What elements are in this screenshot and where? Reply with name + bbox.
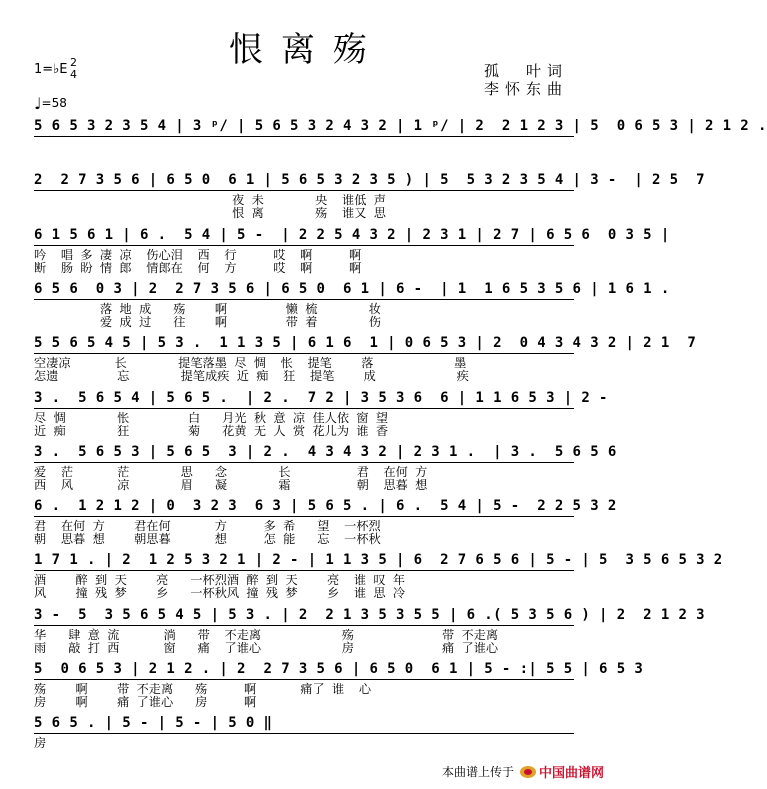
beam-underline <box>34 570 574 571</box>
beam-underline <box>34 679 574 680</box>
notation-row: 5 6 5 3 2 3 5 4 | 3 ᵖ/ | 5 6 5 3 2 4 3 2 | 1 ᵖ/ | 2 2 1 2 3 | 5 0 6 5 3 | 2 1 2 . <box>34 118 767 134</box>
composer-credit: 李怀东曲 <box>483 80 568 98</box>
lyric-line: 风 撞 残 梦 乡 一杯秋风 撞 残 梦 乡 谁 思 冷 <box>34 586 406 601</box>
tempo-value: =58 <box>41 96 67 110</box>
lyric-line: 酒 醉 到 天 亮 一杯烈酒 醉 到 天 亮 谁 叹 年 <box>34 573 406 588</box>
notation-row: 5 0 6 5 3 | 2 1 2 . | 2 2 7 3 5 6 | 6 5 0 6 1 | 5 - :| 5 5 | 6 5 3 <box>34 661 644 677</box>
beam-underline <box>34 733 574 734</box>
beam-underline <box>34 625 574 626</box>
lyric-line: 落 地 成 殇 啊 懒 梳 妆 <box>34 301 381 316</box>
notation-row: 3 . 5 6 5 3 | 5 6 5 3 | 2 . 4 3 4 3 2 | 2 3 1 . | 3 . 5 6 5 6 <box>34 443 617 460</box>
lyric-line: 断 肠 盼 情 郎 情郎在 何 方 哎 啊 啊 <box>34 260 362 275</box>
lyric-line <box>34 152 574 166</box>
footer-text: 本曲谱上传于 <box>441 765 514 779</box>
lyric-line: 房 啊 痛 了谁心 房 啊 <box>34 695 257 709</box>
time-signature-top: 2 <box>70 56 77 69</box>
site-logo <box>520 762 604 781</box>
lyric-line: 君 在何 方 君在何 方 多 希 望 一杯烈 <box>34 519 381 534</box>
lyric-line: 近 痴 狂 菊 花黄 无 人 赏 花儿为 谁 香 <box>34 423 389 438</box>
lyric-line: 空凄凉 长 提笔落墨 尽 惆 怅 提笔 落 墨 <box>34 356 467 371</box>
lyricist-credit: 孤 叶词 <box>483 62 568 80</box>
lyric-line: 爱 茫 茫 思 念 长 君 在何 方 <box>34 464 428 479</box>
beam-underline <box>34 353 574 354</box>
beam-underline <box>34 408 574 409</box>
notation-row: 3 . 5 6 5 4 | 5 6 5 . | 2 . 7 2 | 3 5 3 6 6 | 1 1 6 5 3 | 2 - <box>34 389 608 406</box>
lyric-line: 恨 离 殇 谁又 思 <box>34 206 386 221</box>
lyric-line: 朝 思暮 想 朝思暮 想 怎 能 忘 一杯秋 <box>34 532 381 547</box>
beam-underline <box>34 462 574 463</box>
lyric-line: 房 <box>34 736 47 751</box>
lyric-line: 爱 成 过 往 啊 带 着 伤 <box>34 314 381 329</box>
logo-icon <box>520 766 536 778</box>
beam-underline <box>34 245 574 246</box>
lyric-line: 吟 唱 多 凄 凉 伤心泪 西 行 哎 啊 啊 <box>34 247 362 262</box>
notation-row: 6 5 6 0 3 | 2 2 7 3 5 6 | 6 5 0 6 1 | 6 - | 1 1 6 5 3 5 6 | 1 6 1 . <box>34 280 670 297</box>
footer <box>442 762 604 781</box>
notation-row: 1 7 1 . | 2 1 2 5 3 2 1 | 2 - | 1 1 3 5 | 6 2 7 6 5 6 | 5 - | 5 3 5 6 5 3 2 <box>34 552 723 569</box>
time-signature-bottom: 4 <box>70 68 77 81</box>
time-signature <box>70 57 77 81</box>
key-signature: 1=♭E <box>34 62 68 77</box>
beam-underline <box>34 299 574 300</box>
lyric-line: 夜 未 央 谁低 声 <box>34 193 386 208</box>
lyric-line: 西 风 凉 眉 凝 霜 朝 思暮 想 <box>34 477 428 492</box>
notation-row: 2 2 7 3 5 6 | 6 5 0 6 1 | 5 6 5 3 2 3 5 ) | 5 5 3 2 3 5 4 | 3 - | 2 5 7 <box>34 172 705 189</box>
lyric-line: 怎遗 忘 提笔成疾 近 痴 狂 提笔 成 疾 <box>34 369 469 384</box>
lyric-line: 雨 敲 打 西 窗 痛 了谁心 房 痛 了谁心 <box>34 640 499 655</box>
beam-underline <box>34 136 574 137</box>
notation-row: 3 - 5 3 5 6 5 4 5 | 5 3 . | 2 2 1 3 5 3 5 5 | 6 .( 5 3 5 6 ) | 2 2 1 2 3 <box>34 606 705 623</box>
lyric-line <box>34 139 574 153</box>
notation-row: 6 1 5 6 1 | 6 . 5 4 | 5 - | 2 2 5 4 3 2 | 2 3 1 | 2 7 | 6 5 6 0 3 5 | <box>34 226 670 243</box>
tempo-marking <box>34 94 67 113</box>
notation-row: 5 5 6 5 4 5 | 5 3 . 1 1 3 5 | 6 1 6 1 | 0 6 5 3 | 2 0 4 3 4 3 2 | 2 1 7 <box>34 335 697 352</box>
lyric-line: 尽 惆 怅 白 月光 秋 意 凉 佳人依 窗 望 <box>34 410 389 425</box>
lyric-line: 华 肆 意 流 淌 带 不走离 殇 带 不走离 <box>34 627 499 642</box>
notation-row: 6 . 1 2 1 2 | 0 3 2 3 6 3 | 5 6 5 . | 6 . 5 4 | 5 - 2 2 5 3 2 <box>34 498 617 515</box>
beam-underline <box>34 190 574 191</box>
notation-row: 5 6 5 . | 5 - | 5 - | 5 0 ‖ <box>34 715 273 732</box>
site-name: 中国曲谱网 <box>538 766 604 781</box>
lyric-line: 殇 啊 带 不走离 殇 啊 痛了 谁 心 <box>34 682 372 696</box>
song-title: 恨离殇 <box>229 30 385 70</box>
beam-underline <box>34 516 574 517</box>
quarter-note-icon: ♩ <box>34 94 42 113</box>
